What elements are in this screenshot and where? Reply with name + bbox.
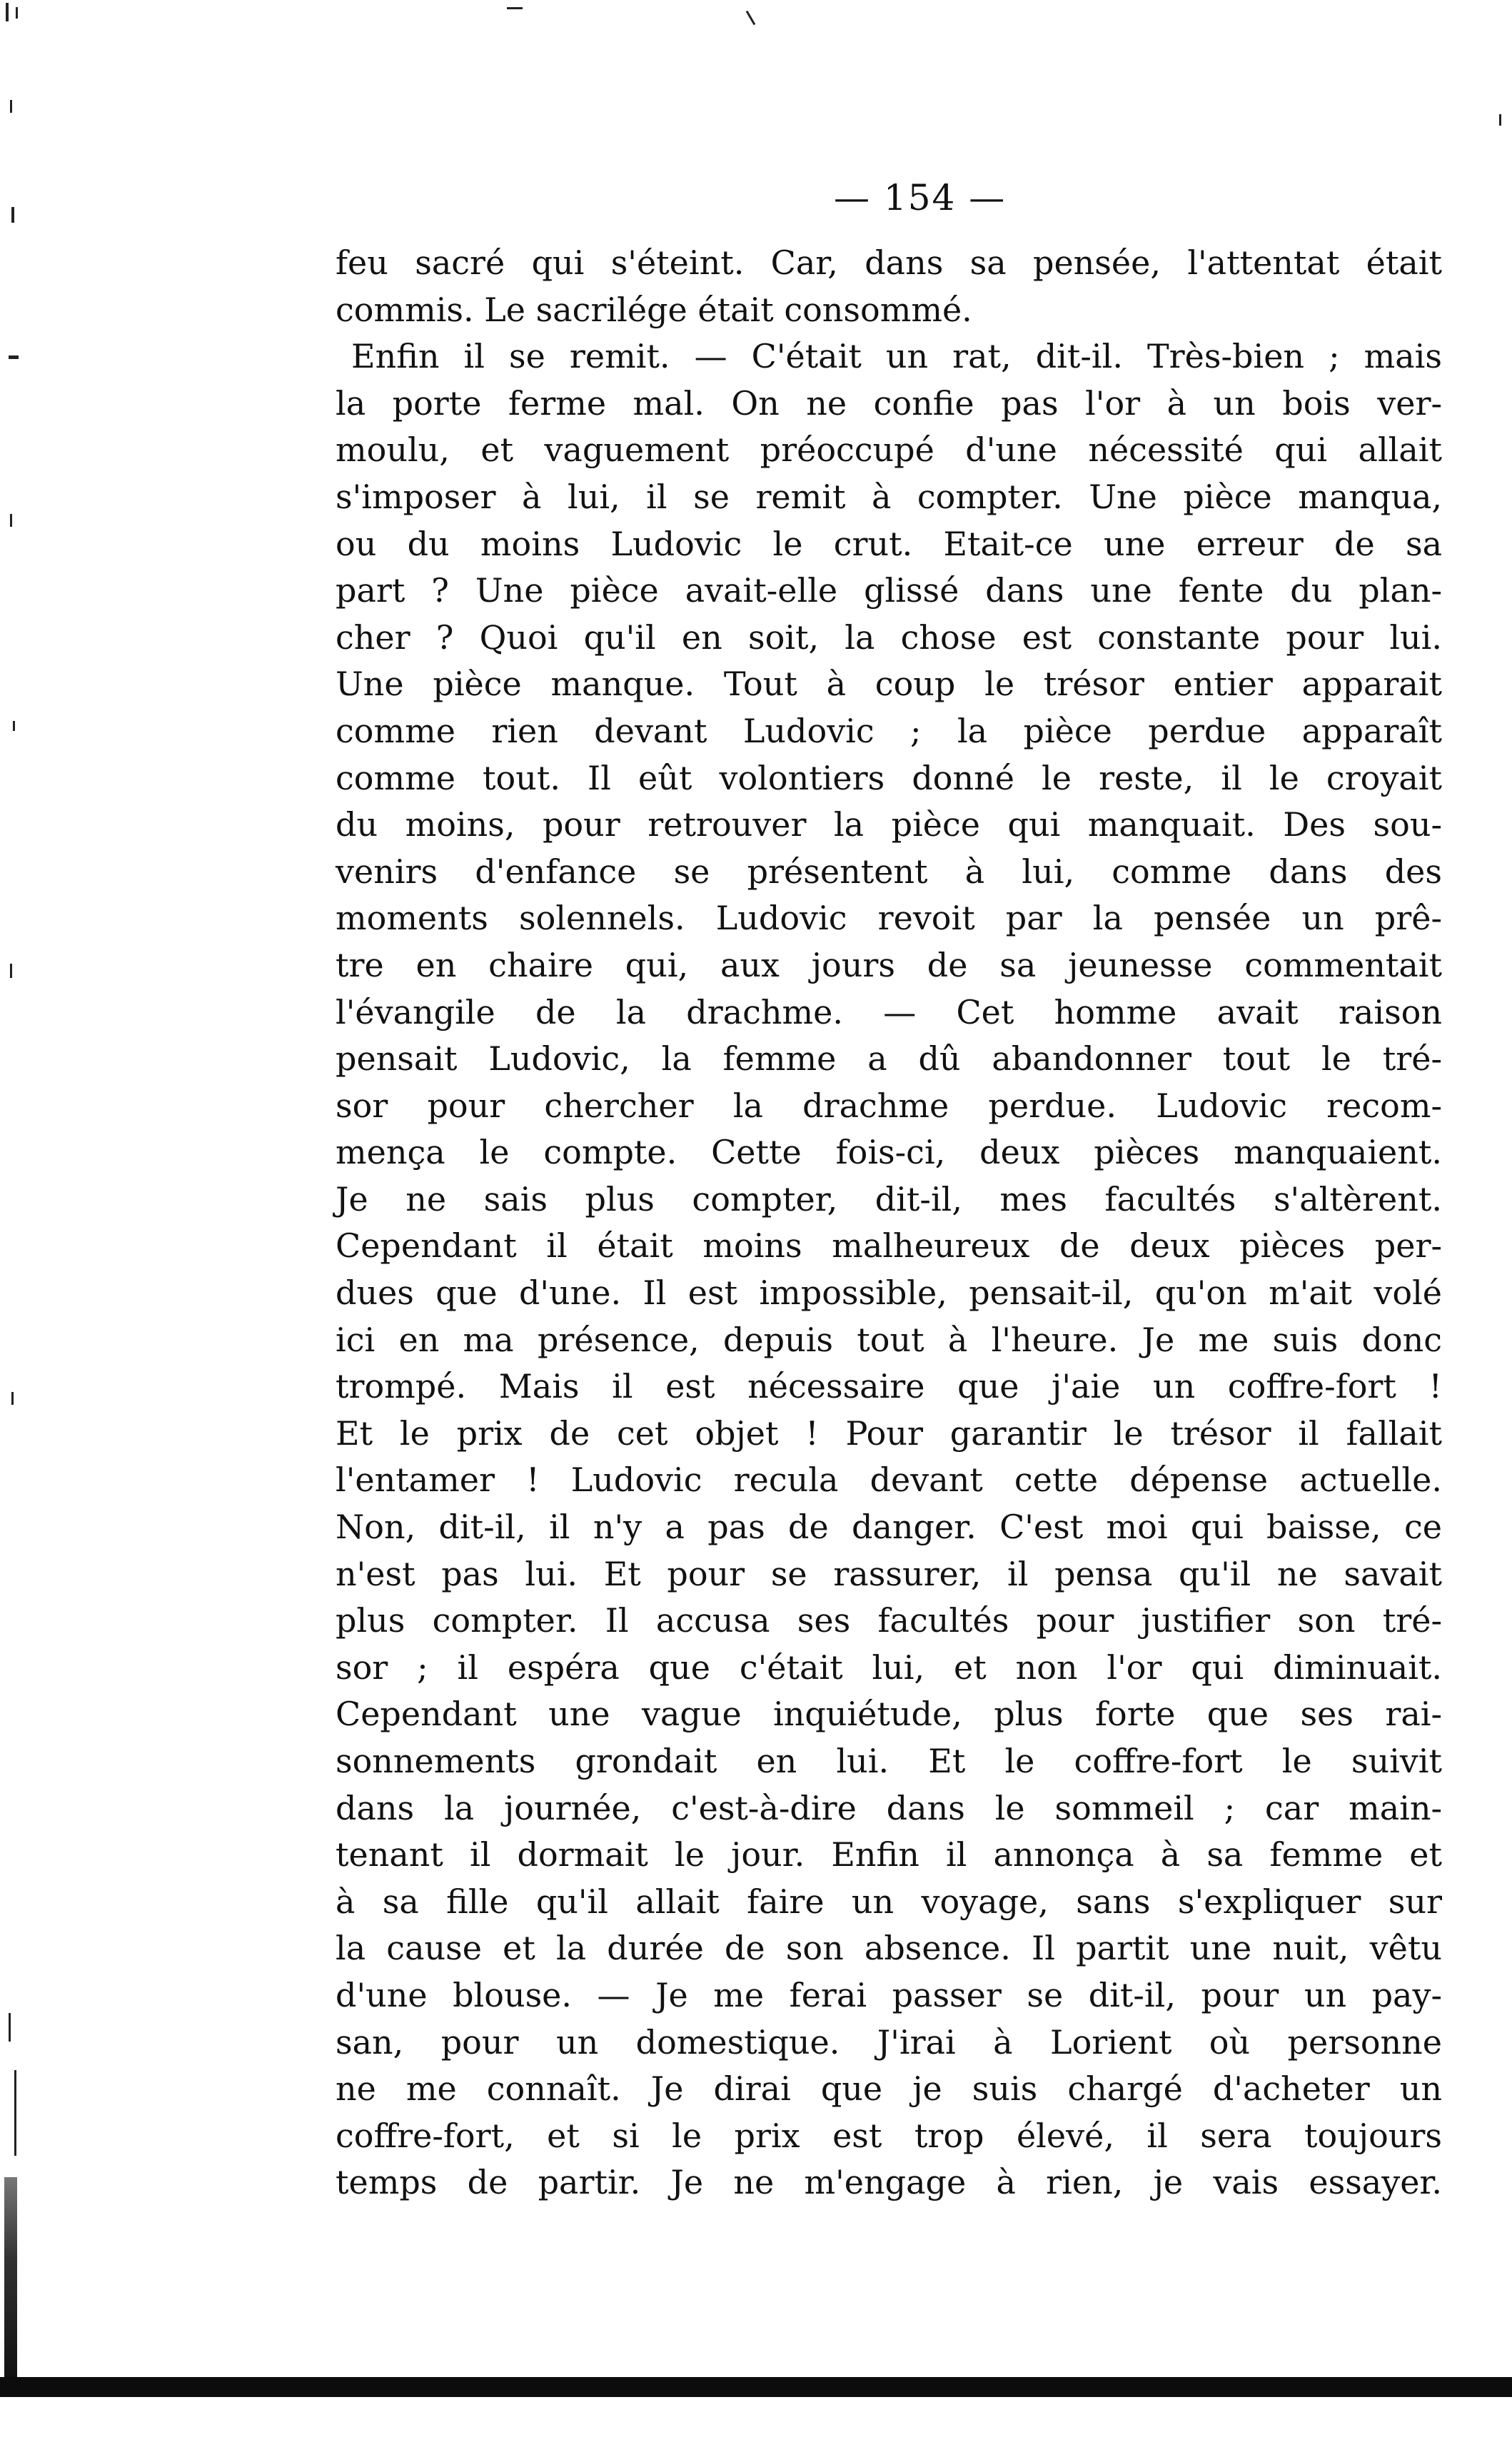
text-line: cher ? Quoi qu'il en soit, la chose est constante pour lui. [336, 617, 1442, 657]
scan-artifact [1499, 114, 1501, 126]
text-line: d'une blouse. — Je me ferai passer se dit-il, pour un pay- [336, 1975, 1442, 2014]
scan-artifact [507, 7, 523, 9]
scan-edge-stripe [4, 2177, 17, 2377]
text-line: ou du moins Ludovic le crut. Etait-ce une erreur de sa [336, 524, 1442, 563]
scan-bottom-edge [0, 2377, 1512, 2397]
scan-artifact [9, 2013, 11, 2042]
scan-artifact [746, 11, 756, 26]
text-line: l'entamer ! Ludovic recula devant cette dépense actuelle. [336, 1460, 1442, 1500]
text-line: dans la journée, c'est-à-dire dans le sommeil ; car main- [336, 1788, 1442, 1827]
text-line: s'imposer à lui, il se remit à compter. Une pièce manqua, [336, 477, 1442, 516]
text-line: commis. Le sacrilége était consommé. [336, 290, 972, 329]
body-text [336, 240, 1442, 2206]
text-line: venirs d'enfance se présentent à lui, comme dans des [336, 852, 1442, 891]
text-line: pensait Ludovic, la femme a dû abandonner tout le tré- [336, 1039, 1442, 1079]
text-line: Enfin il se remit. — C'était un rat, dit-il. Très-bien ; mais [351, 337, 1442, 376]
text-line: Cependant il était moins malheureux de deux pièces per- [336, 1226, 1442, 1266]
text-line: tre en chaire qui, aux jours de sa jeunesse commentait [336, 945, 1442, 984]
text-line: temps de partir. Je ne m'engage à rien, je vais essayer. [336, 2163, 1442, 2202]
text-line: Je ne sais plus compter, dit-il, mes facultés s'altèrent. [336, 1179, 1442, 1219]
text-line: part ? Une pièce avait-elle glissé dans une fente du plan- [336, 571, 1442, 610]
text-line: la cause et la durée de son absence. Il partit une nuit, vêtu [336, 1929, 1442, 1968]
text-line: coffre-fort, et si le prix est trop élevé, il sera toujours [336, 2116, 1442, 2155]
text-line: sor ; il espéra que c'était lui, et non l'or qui diminuait. [336, 1648, 1442, 1687]
text-line: Cependant une vague inquiétude, plus forte que ses rai- [336, 1695, 1442, 1734]
text-line: dues que d'une. Il est impossible, pensait-il, qu'on m'ait volé [336, 1273, 1442, 1313]
text-line: Et le prix de cet objet ! Pour garantir le trésor il fallait [336, 1413, 1442, 1453]
text-line: sonnements grondait en lui. Et le coffre-fort le suivit [336, 1742, 1442, 1780]
text-line: la porte ferme mal. On ne confie pas l'or à un bois ver- [336, 383, 1442, 423]
text-line: ici en ma présence, depuis tout à l'heure. Je me suis donc [336, 1320, 1442, 1359]
text-line: Une pièce manque. Tout à coup le trésor entier apparait [336, 665, 1442, 704]
text-line: sor pour chercher la drachme perdue. Ludovic recom- [336, 1086, 1442, 1125]
scan-artifact [16, 7, 18, 19]
text-line: plus compter. Il accusa ses facultés pour justifier son tré- [336, 1601, 1442, 1640]
text-line: san, pour un domestique. J'irai à Lorient où personne [336, 2022, 1442, 2062]
text-line: l'évangile de la drachme. — Cet homme avait raison [336, 992, 1442, 1031]
scan-artifact [11, 1392, 14, 1405]
scan-artifact [11, 207, 14, 223]
text-line: du moins, pour retrouver la pièce qui manquait. Des sou- [336, 805, 1442, 844]
scan-artifact [14, 2070, 16, 2156]
text-line: n'est pas lui. Et pour se rassurer, il pensa qu'il ne savait [336, 1554, 1442, 1593]
text-line: comme tout. Il eût volontiers donné le reste, il le croyait [336, 758, 1442, 797]
text-line: ne me connaît. Je dirai que je suis chargé d'acheter un [336, 2069, 1442, 2109]
text-line: moments solennels. Ludovic revoit par la pensée un prê- [336, 899, 1442, 938]
text-line: moulu, et vaguement préoccupé d'une nécessité qui allait [336, 430, 1442, 470]
scan-artifact [10, 964, 12, 978]
scan-artifact [10, 514, 12, 527]
page-number: — 154 — [834, 177, 1007, 218]
text-line: trompé. Mais il est nécessaire que j'aie un coffre-fort ! [336, 1367, 1442, 1406]
scan-artifact [13, 721, 15, 731]
text-line: tenant il dormait le jour. Enfin il annonça à sa femme et [336, 1835, 1442, 1875]
text-line: à sa fille qu'il allait faire un voyage, sans s'expliquer sur [336, 1882, 1442, 1921]
text-line: mença le compte. Cette fois-ci, deux pièces manquaient. [336, 1133, 1442, 1172]
scan-artifact [6, 3, 9, 21]
text-line: Non, dit-il, il n'y a pas de danger. C'est moi qui baisse, ce [336, 1508, 1442, 1547]
scan-artifact [10, 100, 12, 113]
text-line: comme rien devant Ludovic ; la pièce perdue apparaît [336, 711, 1442, 750]
scan-artifact [9, 355, 19, 359]
text-line: feu sacré qui s'éteint. Car, dans sa pensée, l'attentat était [336, 243, 1442, 282]
